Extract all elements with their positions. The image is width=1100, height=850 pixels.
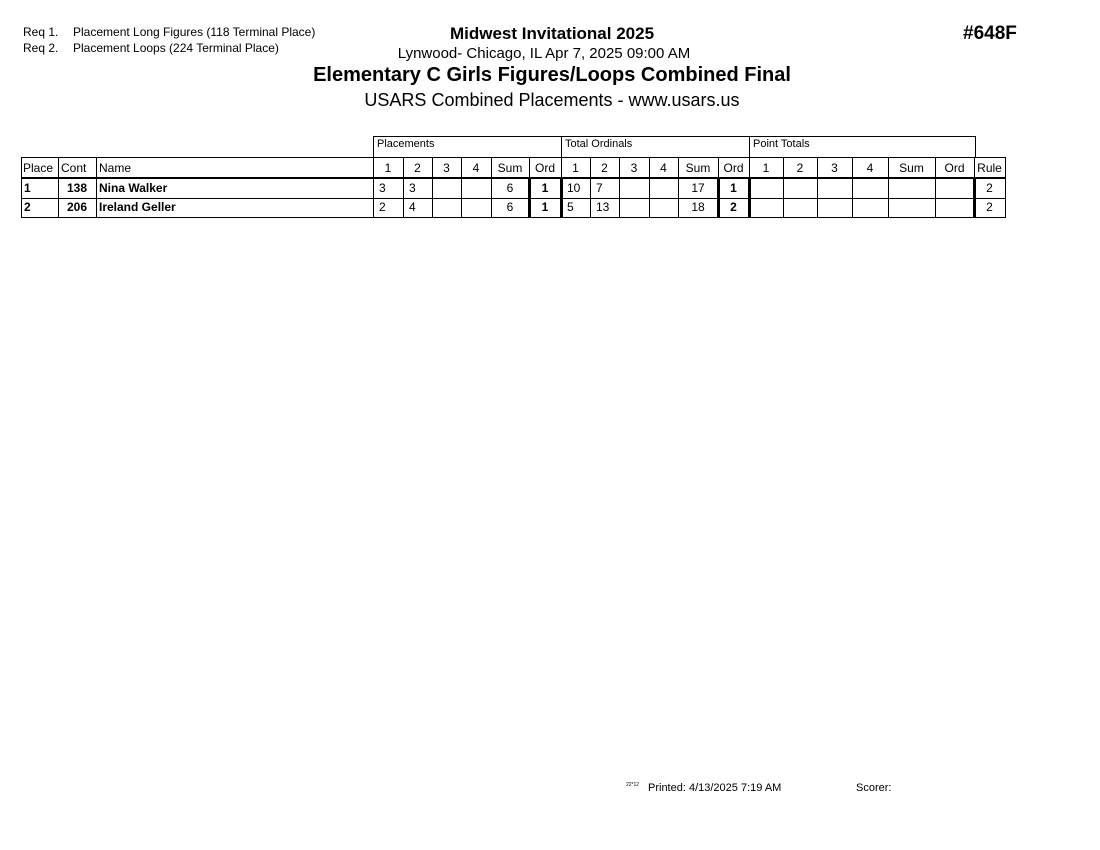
- score-cell: [649, 198, 678, 217]
- score-cell: [461, 198, 491, 217]
- score-cell: [432, 179, 461, 198]
- requirement-label: Req 2.: [23, 41, 59, 55]
- column-header: 3: [831, 161, 838, 175]
- score-cell: 2: [730, 200, 737, 214]
- column-header: Ord: [723, 161, 744, 175]
- column-header: Sum: [497, 161, 523, 175]
- score-cell: 17: [691, 181, 705, 195]
- group-label: Point Totals: [753, 138, 810, 150]
- score-cell: [649, 179, 678, 198]
- score-cell: 10: [567, 181, 581, 195]
- column-header: 2: [796, 161, 804, 175]
- place-cell: 2: [24, 200, 31, 214]
- group-placements: [373, 136, 562, 158]
- score-cell: [432, 198, 461, 217]
- column-header: Ord: [534, 161, 555, 175]
- score-cell: 3: [379, 181, 386, 195]
- score-cell: [817, 179, 852, 198]
- column-header: 4: [660, 161, 667, 175]
- group-label: Placements: [377, 138, 435, 150]
- column-header: 4: [866, 161, 874, 175]
- column-header: Sum: [685, 161, 711, 175]
- requirement-label: Req 1.: [23, 25, 59, 39]
- event-title: Elementary C Girls Figures/Loops Combined Final: [313, 64, 791, 86]
- score-cell: [619, 198, 649, 217]
- score-cell: 4: [409, 200, 416, 214]
- score-cell: 7: [596, 181, 603, 195]
- column-header: 3: [630, 161, 638, 175]
- group-label: Total Ordinals: [565, 138, 633, 150]
- score-cell: 18: [691, 200, 705, 214]
- score-cell: [935, 179, 974, 198]
- column-header: 1: [384, 161, 392, 175]
- score-cell: [783, 198, 817, 217]
- score-cell: [783, 179, 817, 198]
- column-header: 2: [414, 161, 421, 175]
- score-cell: 1: [730, 181, 737, 195]
- score-cell: [935, 198, 974, 217]
- score-cell: 6: [506, 200, 514, 214]
- column-header: Place: [23, 161, 54, 175]
- score-cell: 1: [541, 181, 549, 195]
- requirement-item: [23, 40, 315, 56]
- requirement-text: Placement Loops (224 Terminal Place): [73, 41, 279, 55]
- meet-title: Midwest Invitational 2025: [449, 24, 655, 43]
- column-header: Name: [99, 161, 132, 175]
- score-cell: [888, 198, 935, 217]
- score-cell: 2: [379, 200, 386, 214]
- score-cell: 2: [986, 181, 993, 195]
- column-header: 3: [443, 161, 450, 175]
- score-cell: [749, 198, 783, 217]
- event-subtitle: USARS Combined Placements - www.usars.us: [364, 90, 740, 110]
- location-date: Lynwood- Chicago, IL Apr 7, 2025 09:00 AM: [397, 45, 691, 62]
- footer-code: 22*12: [626, 782, 640, 788]
- table-bottom-border: [21, 217, 1006, 218]
- requirement-text: Placement Long Figures (118 Terminal Place): [73, 25, 316, 39]
- score-cell: 2: [986, 200, 993, 214]
- score-cell: 13: [596, 200, 610, 214]
- group-point-totals: [749, 136, 976, 158]
- score-cell: 5: [567, 200, 574, 214]
- contestant-number-cell: 138: [66, 181, 88, 195]
- score-cell: 6: [506, 181, 514, 195]
- column-header: Sum: [899, 161, 924, 175]
- column-header: Cont: [61, 161, 87, 175]
- score-cell: [461, 179, 491, 198]
- score-cell: [817, 198, 852, 217]
- contestant-number-cell: 206: [66, 200, 88, 214]
- requirements-list: [23, 24, 315, 56]
- score-cell: 1: [541, 200, 549, 214]
- column-header: 2: [601, 161, 608, 175]
- column-header: Ord: [944, 161, 965, 175]
- score-cell: [619, 179, 649, 198]
- skater-name-cell: Nina Walker: [99, 181, 168, 195]
- printed-timestamp: Printed: 4/13/2025 7:19 AM: [648, 782, 782, 794]
- column-header: Rule: [977, 161, 1002, 175]
- column-header: 4: [472, 161, 480, 175]
- score-cell: [888, 179, 935, 198]
- score-cell: [749, 179, 783, 198]
- score-cell: [852, 198, 888, 217]
- column-header: 1: [762, 161, 770, 175]
- scorer-label: Scorer:: [856, 782, 892, 794]
- event-code: #648F: [963, 23, 1017, 44]
- score-cell: 3: [409, 181, 416, 195]
- skater-name-cell: Ireland Geller: [99, 200, 176, 214]
- score-cell: [852, 179, 888, 198]
- requirement-item: [23, 24, 315, 40]
- group-total-ordinals: [561, 136, 750, 158]
- column-header: 1: [572, 161, 579, 175]
- place-cell: 1: [24, 181, 31, 195]
